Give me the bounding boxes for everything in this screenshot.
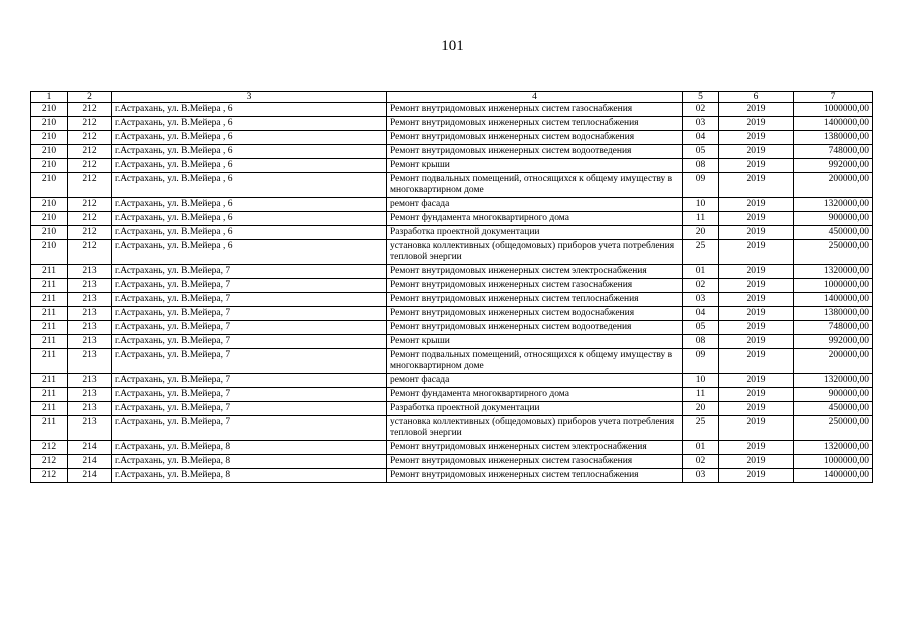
work-code-cell: 25 bbox=[683, 240, 719, 265]
work-code-cell: 08 bbox=[683, 335, 719, 349]
table-row bbox=[31, 293, 873, 307]
year-cell: 2019 bbox=[719, 293, 794, 307]
cost-cell: 900000,00 bbox=[794, 388, 873, 402]
year-cell: 2019 bbox=[719, 335, 794, 349]
header-cell: 7 bbox=[794, 92, 873, 103]
address-cell: г.Астрахань, ул. В.Мейера, 7 bbox=[112, 293, 387, 307]
work-type-cell: Ремонт внутридомовых инженерных систем водоснабжения bbox=[387, 307, 683, 321]
house-number-cell: 214 bbox=[68, 455, 112, 469]
table-row bbox=[31, 117, 873, 131]
cost-cell: 1320000,00 bbox=[794, 198, 873, 212]
row-index-cell: 211 bbox=[31, 402, 68, 416]
house-number-cell: 213 bbox=[68, 349, 112, 374]
work-code-cell: 01 bbox=[683, 441, 719, 455]
row-index-cell: 210 bbox=[31, 198, 68, 212]
address-cell: г.Астрахань, ул. В.Мейера , 6 bbox=[112, 131, 387, 145]
row-index-cell: 211 bbox=[31, 307, 68, 321]
work-type-cell: Ремонт подвальных помещений, относящихся к общему имуществу в многоквартирном доме bbox=[387, 173, 683, 198]
header-cell: 5 bbox=[683, 92, 719, 103]
work-code-cell: 11 bbox=[683, 212, 719, 226]
work-type-cell: ремонт фасада bbox=[387, 198, 683, 212]
house-number-cell: 213 bbox=[68, 293, 112, 307]
cost-cell: 250000,00 bbox=[794, 240, 873, 265]
address-cell: г.Астрахань, ул. В.Мейера, 7 bbox=[112, 374, 387, 388]
row-index-cell: 211 bbox=[31, 416, 68, 441]
year-cell: 2019 bbox=[719, 198, 794, 212]
cost-cell: 1000000,00 bbox=[794, 279, 873, 293]
table-row bbox=[31, 388, 873, 402]
year-cell: 2019 bbox=[719, 374, 794, 388]
row-index-cell: 210 bbox=[31, 212, 68, 226]
table-body bbox=[31, 103, 873, 483]
address-cell: г.Астрахань, ул. В.Мейера, 7 bbox=[112, 321, 387, 335]
row-index-cell: 210 bbox=[31, 226, 68, 240]
page-number: 101 bbox=[441, 38, 464, 54]
row-index-cell: 211 bbox=[31, 279, 68, 293]
year-cell: 2019 bbox=[719, 131, 794, 145]
house-number-cell: 212 bbox=[68, 173, 112, 198]
address-cell: г.Астрахань, ул. В.Мейера , 6 bbox=[112, 159, 387, 173]
work-code-cell: 02 bbox=[683, 455, 719, 469]
header-cell: 3 bbox=[112, 92, 387, 103]
house-number-cell: 212 bbox=[68, 240, 112, 265]
year-cell: 2019 bbox=[719, 226, 794, 240]
house-number-cell: 212 bbox=[68, 145, 112, 159]
address-cell: г.Астрахань, ул. В.Мейера, 8 bbox=[112, 455, 387, 469]
cost-cell: 1380000,00 bbox=[794, 131, 873, 145]
header-cell: 2 bbox=[68, 92, 112, 103]
table-row bbox=[31, 402, 873, 416]
work-code-cell: 04 bbox=[683, 307, 719, 321]
work-code-cell: 01 bbox=[683, 265, 719, 279]
year-cell: 2019 bbox=[719, 103, 794, 117]
house-number-cell: 212 bbox=[68, 198, 112, 212]
work-type-cell: Разработка проектной документации bbox=[387, 226, 683, 240]
address-cell: г.Астрахань, ул. В.Мейера, 7 bbox=[112, 335, 387, 349]
address-cell: г.Астрахань, ул. В.Мейера, 8 bbox=[112, 469, 387, 483]
work-type-cell: Ремонт внутридомовых инженерных систем водоотведения bbox=[387, 145, 683, 159]
cost-cell: 992000,00 bbox=[794, 159, 873, 173]
house-number-cell: 213 bbox=[68, 265, 112, 279]
work-code-cell: 08 bbox=[683, 159, 719, 173]
work-code-cell: 02 bbox=[683, 279, 719, 293]
table-row bbox=[31, 441, 873, 455]
cost-cell: 748000,00 bbox=[794, 145, 873, 159]
row-index-cell: 210 bbox=[31, 131, 68, 145]
house-number-cell: 213 bbox=[68, 321, 112, 335]
house-number-cell: 213 bbox=[68, 307, 112, 321]
table-row bbox=[31, 212, 873, 226]
table-row bbox=[31, 374, 873, 388]
work-type-cell: Ремонт внутридомовых инженерных систем водоотведения bbox=[387, 321, 683, 335]
work-code-cell: 20 bbox=[683, 226, 719, 240]
cost-cell: 1400000,00 bbox=[794, 469, 873, 483]
address-cell: г.Астрахань, ул. В.Мейера, 7 bbox=[112, 279, 387, 293]
row-index-cell: 211 bbox=[31, 374, 68, 388]
cost-cell: 1320000,00 bbox=[794, 441, 873, 455]
table-row bbox=[31, 173, 873, 198]
table-row bbox=[31, 279, 873, 293]
address-cell: г.Астрахань, ул. В.Мейера, 7 bbox=[112, 388, 387, 402]
row-index-cell: 211 bbox=[31, 349, 68, 374]
year-cell: 2019 bbox=[719, 159, 794, 173]
table-row bbox=[31, 103, 873, 117]
address-cell: г.Астрахань, ул. В.Мейера, 8 bbox=[112, 441, 387, 455]
row-index-cell: 210 bbox=[31, 103, 68, 117]
address-cell: г.Астрахань, ул. В.Мейера, 7 bbox=[112, 402, 387, 416]
address-cell: г.Астрахань, ул. В.Мейера, 7 bbox=[112, 349, 387, 374]
work-code-cell: 05 bbox=[683, 145, 719, 159]
work-code-cell: 03 bbox=[683, 117, 719, 131]
work-type-cell: Ремонт крыши bbox=[387, 159, 683, 173]
year-cell: 2019 bbox=[719, 349, 794, 374]
house-number-cell: 214 bbox=[68, 441, 112, 455]
row-index-cell: 211 bbox=[31, 293, 68, 307]
work-type-cell: Ремонт внутридомовых инженерных систем теплоснабжения bbox=[387, 293, 683, 307]
cost-cell: 1380000,00 bbox=[794, 307, 873, 321]
address-cell: г.Астрахань, ул. В.Мейера , 6 bbox=[112, 145, 387, 159]
house-number-cell: 212 bbox=[68, 103, 112, 117]
work-code-cell: 09 bbox=[683, 173, 719, 198]
year-cell: 2019 bbox=[719, 441, 794, 455]
year-cell: 2019 bbox=[719, 416, 794, 441]
work-type-cell: Разработка проектной документации bbox=[387, 402, 683, 416]
cost-cell: 200000,00 bbox=[794, 349, 873, 374]
cost-cell: 450000,00 bbox=[794, 402, 873, 416]
work-type-cell: Ремонт внутридомовых инженерных систем теплоснабжения bbox=[387, 469, 683, 483]
cost-cell: 250000,00 bbox=[794, 416, 873, 441]
cost-cell: 200000,00 bbox=[794, 173, 873, 198]
address-cell: г.Астрахань, ул. В.Мейера , 6 bbox=[112, 173, 387, 198]
table-row bbox=[31, 226, 873, 240]
work-type-cell: Ремонт внутридомовых инженерных систем газоснабжения bbox=[387, 103, 683, 117]
table-row bbox=[31, 455, 873, 469]
row-index-cell: 211 bbox=[31, 335, 68, 349]
year-cell: 2019 bbox=[719, 117, 794, 131]
work-type-cell: Ремонт фундамента многоквартирного дома bbox=[387, 388, 683, 402]
cost-cell: 1320000,00 bbox=[794, 374, 873, 388]
address-cell: г.Астрахань, ул. В.Мейера, 7 bbox=[112, 307, 387, 321]
address-cell: г.Астрахань, ул. В.Мейера, 7 bbox=[112, 416, 387, 441]
table-row bbox=[31, 159, 873, 173]
work-type-cell: Ремонт внутридомовых инженерных систем теплоснабжения bbox=[387, 117, 683, 131]
year-cell: 2019 bbox=[719, 455, 794, 469]
work-type-cell: Ремонт крыши bbox=[387, 335, 683, 349]
work-code-cell: 10 bbox=[683, 198, 719, 212]
work-type-cell: Ремонт подвальных помещений, относящихся к общему имуществу в многоквартирном доме bbox=[387, 349, 683, 374]
house-number-cell: 213 bbox=[68, 374, 112, 388]
work-type-cell: установка коллективных (общедомовых) приборов учета потребления тепловой энергии bbox=[387, 416, 683, 441]
work-type-cell: Ремонт внутридомовых инженерных систем газоснабжения bbox=[387, 455, 683, 469]
house-number-cell: 212 bbox=[68, 159, 112, 173]
row-index-cell: 212 bbox=[31, 469, 68, 483]
work-code-cell: 25 bbox=[683, 416, 719, 441]
cost-cell: 1000000,00 bbox=[794, 455, 873, 469]
year-cell: 2019 bbox=[719, 173, 794, 198]
table-row bbox=[31, 240, 873, 265]
table-row bbox=[31, 349, 873, 374]
header-row bbox=[31, 92, 873, 103]
header-cell: 1 bbox=[31, 92, 68, 103]
cost-cell: 1320000,00 bbox=[794, 265, 873, 279]
year-cell: 2019 bbox=[719, 402, 794, 416]
row-index-cell: 210 bbox=[31, 145, 68, 159]
table-row bbox=[31, 335, 873, 349]
house-number-cell: 213 bbox=[68, 416, 112, 441]
work-type-cell: установка коллективных (общедомовых) приборов учета потребления тепловой энергии bbox=[387, 240, 683, 265]
address-cell: г.Астрахань, ул. В.Мейера, 7 bbox=[112, 265, 387, 279]
row-index-cell: 211 bbox=[31, 265, 68, 279]
table-row bbox=[31, 265, 873, 279]
table-row bbox=[31, 198, 873, 212]
cost-cell: 900000,00 bbox=[794, 212, 873, 226]
house-number-cell: 213 bbox=[68, 402, 112, 416]
address-cell: г.Астрахань, ул. В.Мейера , 6 bbox=[112, 226, 387, 240]
house-number-cell: 212 bbox=[68, 226, 112, 240]
work-code-cell: 03 bbox=[683, 293, 719, 307]
cost-cell: 992000,00 bbox=[794, 335, 873, 349]
work-code-cell: 04 bbox=[683, 131, 719, 145]
year-cell: 2019 bbox=[719, 279, 794, 293]
table-row bbox=[31, 321, 873, 335]
table-row bbox=[31, 131, 873, 145]
cost-cell: 748000,00 bbox=[794, 321, 873, 335]
table-row bbox=[31, 145, 873, 159]
house-number-cell: 212 bbox=[68, 131, 112, 145]
table-row bbox=[31, 307, 873, 321]
year-cell: 2019 bbox=[719, 145, 794, 159]
address-cell: г.Астрахань, ул. В.Мейера , 6 bbox=[112, 240, 387, 265]
table-row bbox=[31, 469, 873, 483]
work-code-cell: 05 bbox=[683, 321, 719, 335]
work-code-cell: 20 bbox=[683, 402, 719, 416]
work-type-cell: Ремонт внутридомовых инженерных систем водоснабжения bbox=[387, 131, 683, 145]
work-code-cell: 09 bbox=[683, 349, 719, 374]
row-index-cell: 211 bbox=[31, 388, 68, 402]
year-cell: 2019 bbox=[719, 240, 794, 265]
house-number-cell: 214 bbox=[68, 469, 112, 483]
row-index-cell: 210 bbox=[31, 117, 68, 131]
cost-cell: 450000,00 bbox=[794, 226, 873, 240]
header-cell: 6 bbox=[719, 92, 794, 103]
year-cell: 2019 bbox=[719, 212, 794, 226]
work-code-cell: 11 bbox=[683, 388, 719, 402]
house-number-cell: 212 bbox=[68, 117, 112, 131]
table-row bbox=[31, 416, 873, 441]
work-code-cell: 10 bbox=[683, 374, 719, 388]
house-number-cell: 213 bbox=[68, 279, 112, 293]
work-type-cell: ремонт фасада bbox=[387, 374, 683, 388]
address-cell: г.Астрахань, ул. В.Мейера , 6 bbox=[112, 103, 387, 117]
year-cell: 2019 bbox=[719, 388, 794, 402]
work-type-cell: Ремонт фундамента многоквартирного дома bbox=[387, 212, 683, 226]
address-cell: г.Астрахань, ул. В.Мейера , 6 bbox=[112, 117, 387, 131]
cost-cell: 1400000,00 bbox=[794, 293, 873, 307]
work-type-cell: Ремонт внутридомовых инженерных систем электроснабжения bbox=[387, 265, 683, 279]
cost-cell: 1000000,00 bbox=[794, 103, 873, 117]
row-index-cell: 212 bbox=[31, 455, 68, 469]
row-index-cell: 210 bbox=[31, 159, 68, 173]
house-number-cell: 212 bbox=[68, 212, 112, 226]
year-cell: 2019 bbox=[719, 321, 794, 335]
header-cell: 4 bbox=[387, 92, 683, 103]
year-cell: 2019 bbox=[719, 469, 794, 483]
row-index-cell: 212 bbox=[31, 441, 68, 455]
house-number-cell: 213 bbox=[68, 335, 112, 349]
row-index-cell: 210 bbox=[31, 173, 68, 198]
work-type-cell: Ремонт внутридомовых инженерных систем электроснабжения bbox=[387, 441, 683, 455]
work-code-cell: 02 bbox=[683, 103, 719, 117]
row-index-cell: 210 bbox=[31, 240, 68, 265]
row-index-cell: 211 bbox=[31, 321, 68, 335]
cost-cell: 1400000,00 bbox=[794, 117, 873, 131]
year-cell: 2019 bbox=[719, 307, 794, 321]
work-type-cell: Ремонт внутридомовых инженерных систем газоснабжения bbox=[387, 279, 683, 293]
work-code-cell: 03 bbox=[683, 469, 719, 483]
house-number-cell: 213 bbox=[68, 388, 112, 402]
address-cell: г.Астрахань, ул. В.Мейера , 6 bbox=[112, 212, 387, 226]
address-cell: г.Астрахань, ул. В.Мейера , 6 bbox=[112, 198, 387, 212]
repair-schedule-table bbox=[30, 91, 873, 483]
year-cell: 2019 bbox=[719, 265, 794, 279]
